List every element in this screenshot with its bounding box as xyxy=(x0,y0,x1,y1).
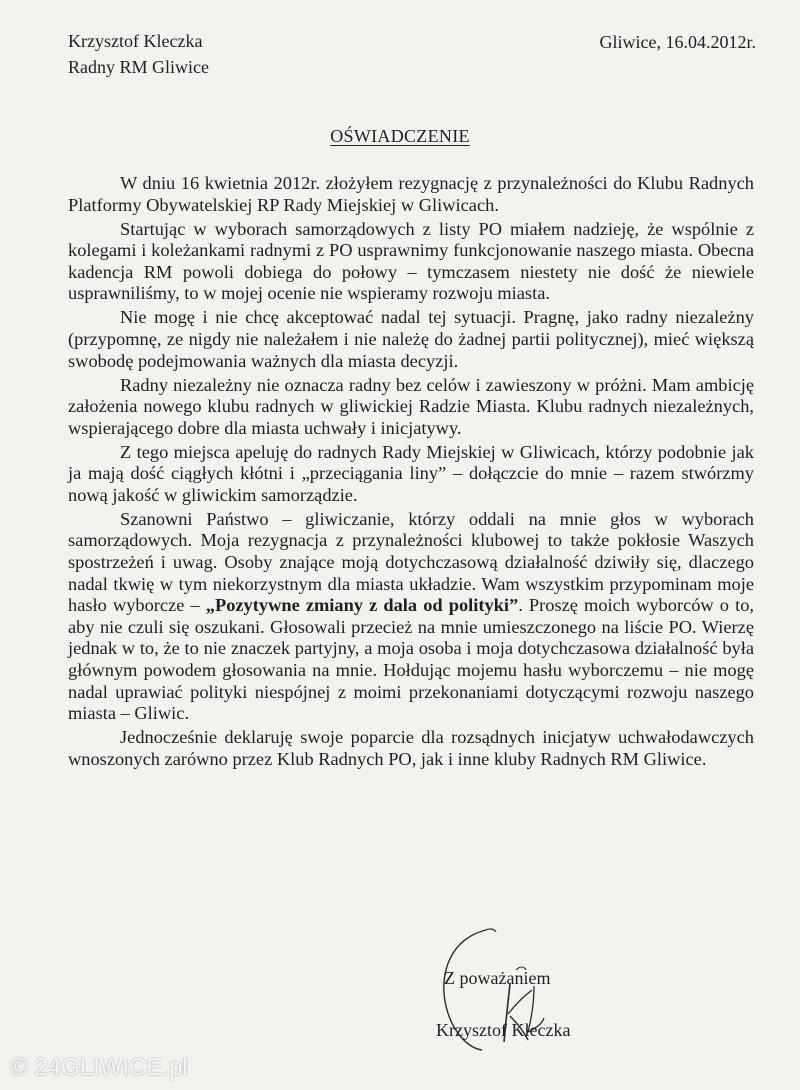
paragraph-1: W dniu 16 kwietnia 2012r. złożyłem rezygnację z przynależności do Klubu Radnych Platformy Obywatelskiej RP Rady Miejskiej w Gliwicach. xyxy=(68,173,754,215)
sender-block xyxy=(68,28,209,80)
place-date: Gliwice, 16.04.2012r. xyxy=(599,32,756,52)
letter-body xyxy=(68,173,754,773)
document-title: OŚWIADCZENIE xyxy=(330,126,470,146)
sender-name: Krzysztof Kleczka xyxy=(68,31,203,51)
paragraph-7: Jednocześnie deklaruję swoje poparcie dla rozsądnych inicjatyw uchwałodawczych wnoszonych zarówno przez Klub Radnych PO, jak i inne kluby Radnych RM Gliwice. xyxy=(68,727,754,769)
paragraph-4: Radny niezależny nie oznacza radny bez celów i zawieszony w próżni. Mam ambicję założenia nowego klubu radnych w gliwickiej Radzie Miasta. Klubu radnych niezależnych, wspierającego dobre dla miasta uchwały i inicjatywy. xyxy=(68,374,754,438)
paragraph-6 xyxy=(68,509,754,725)
paragraph-5: Z tego miejsca apeluję do radnych Rady Miejskiej w Gliwicach, którzy podobnie jak ja mają dość ciągłych kłótni i „przeciągania liny” – dołączcie do mnie – razem stwórzmy nową jakość w gliwickim samorządzie. xyxy=(68,441,754,505)
paragraph-6-intro: Szanowni Państwo – gliwiczanie, którzy oddali na mnie głos w wyborach samorządowych. Moja rezygnacja z przynależności klubowej to także pokłosie Waszych spostrzeżeń i uwag. Osoby znające moją dotychczasową działalność dziwiły się, dlaczego nadal tkwię w tym niekorzystnym dla miasta układzie. Wam wszystkim przypominam moje hasło wyborcze – xyxy=(68,508,754,616)
closing-salutation: Z poważaniem xyxy=(444,968,551,988)
watermark: © 24GLIWICE.pl xyxy=(10,1054,188,1081)
campaign-slogan: „Pozytywne zmiany z dala od polityki” xyxy=(205,595,519,616)
signatory-name: Krzysztof Kleczka xyxy=(436,1020,571,1040)
paragraph-6-rest: . Proszę moich wyborców o to, aby nie czuli się oszukani. Głosowali przecież na mnie umieszczonego na liście PO. Wierzę jednak w to, że to nie znaczek partyjny, a moja osoba i moja dotychczasowa działalność była głównym powodem głosowania na mnie. Hołdując mojemu hasłu wyborczemu – nie mogę nadal uprawiać polityki niespójnej z moimi przekonaniami dotyczącymi rozwoju naszego miasta – Gliwic. xyxy=(68,595,754,724)
paragraph-3: Nie mogę i nie chcę akceptować nadal tej sytuacji. Pragnę, jako radny niezależny (przypomnę, ze nigdy nie należałem i nie należę do żadnej partii politycznej), mieć większą swobodę podejmowania ważnych dla miasta decyzji. xyxy=(68,307,754,371)
paragraph-2: Startując w wyborach samorządowych z listy PO miałem nadzieję, że wspólnie z kolegami i koleżankami radnymi z PO usprawnimy funkcjonowanie naszego miasta. Obecna kadencja RM powoli dobiega do połowy – tymczasem niestety nie dość że niewiele usprawniliśmy, to w mojej ocenie nie wspieramy rozwoju miasta. xyxy=(68,218,754,304)
sender-role: Radny RM Gliwice xyxy=(68,57,209,77)
